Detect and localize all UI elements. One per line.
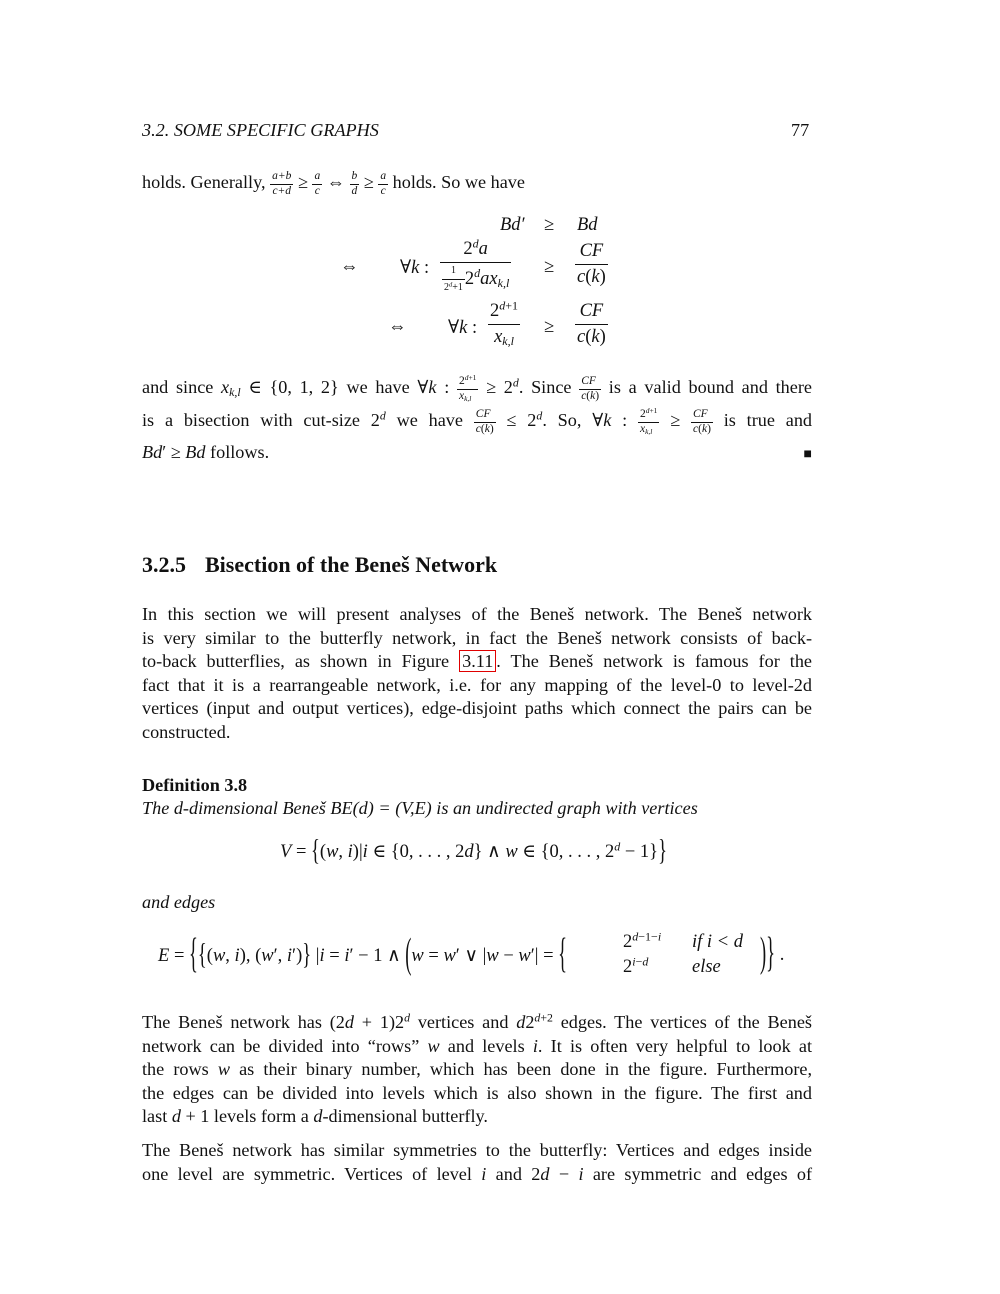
para2-line-2: network can be divided into “rows” w and levels i. It is often very helpful to look at (142, 1035, 812, 1056)
definition-heading: Definition 3.8 (142, 775, 248, 795)
proof-end-paragraph (142, 372, 813, 465)
iff-symbol-1: ⇔ (340, 257, 359, 277)
para2-line-5: last d + 1 levels form a d-dimensional butterfly. (142, 1106, 488, 1127)
case-else-condition: else (692, 957, 721, 977)
para2-line-4: the edges can be divided into levels which is also shown in the figure. The first and (142, 1082, 812, 1103)
intro-paragraph: In this section we will present analyses of the Beneš network. The Beneš network is very similar to the butterfly network, in fact the Beneš network consists of back- to-back butterflies, as shown in Figure 3.11 . The Beneš network is famous for the fact that it is a rearrangeable network, i.e. for any mapping of the level-0 to level-2d vertices (input and output vertices), edge-disjoint paths which connect the pairs can be constructed. (142, 604, 812, 742)
derivation-line3-fraction: $\frac{2^{d+1}}{x_{k,l}}$ (490, 298, 519, 348)
inequality-general: $\frac{a+b}{c+d}$ ≥ $\frac{a}{c}$ ⇔ $\frac{b}{d}$ ≥ $\frac{a}{c}$ (272, 170, 387, 197)
derivation-line1-geq: ≥ (544, 215, 555, 235)
vertex-set-formula: V = {(w, i)|i ∈ {0, . . . , 2d} ∧ w ∈ {0, . . . , $2^d - 1$}} (280, 835, 667, 868)
proof-intro-line (142, 171, 525, 197)
proof-intro-text-2: holds. So we have (388, 172, 525, 193)
forall-k-1: ∀k : (400, 258, 430, 278)
derivation-line2-geq: ≥ (544, 257, 555, 277)
proof-end-line-1: and since $x_{k,l}$ ∈ {0, 1, 2} we have ∀k : $\frac{2^{d+1}}{x_{k,l}}$ ≥ $2^d$. Since $\frac{CF}{c(k)}$ is a valid bound and there (142, 372, 812, 403)
running-header: 3.2. SOME SPECIFIC GRAPHS (142, 120, 379, 140)
proof-intro-text-1: holds. Generally, (142, 172, 271, 193)
definition-text: The d-dimensional Beneš BE(d) = (V,E) is an undirected graph with vertices (142, 798, 698, 818)
qed-symbol: ■ (803, 447, 812, 462)
forall-k-2: ∀k : (448, 318, 478, 338)
aligned-derivation (330, 212, 630, 360)
section-heading (142, 552, 497, 578)
section-title: Bisection of the Beneš Network (205, 552, 498, 577)
para3-line-1: The Beneš network has similar symmetries to the butterfly: Vertices and edges inside (142, 1140, 812, 1160)
case-if-condition: if i < d (692, 932, 744, 952)
symmetry-paragraph (142, 1139, 812, 1186)
and-edges-text: and edges (142, 892, 216, 912)
derivation-line2-rhs: $\frac{CF}{c(k)}$ (577, 241, 606, 287)
figure-3-11-link[interactable]: 3.11 (459, 650, 496, 672)
iff-symbol-2: ⇔ (388, 317, 407, 337)
para2-line-3: the rows w as their binary number, which has been done in the figure. Furthermore, (142, 1059, 812, 1080)
edge-set-formula: E = {{(w, i), (w′, i′)} |i = i′ − 1 ∧ (w = w′ ∨ |w − w′| = { $2^{d-1-i}$ if i < d $2^{i-d}$ else )} . (158, 929, 785, 979)
derivation-line1-lhs: Bd′ (500, 215, 525, 235)
section-number: 3.2.5 (142, 552, 186, 577)
derivation-line1-rhs: Bd (577, 215, 598, 235)
para3-line-2: one level are symmetric. Vertices of level i and 2d − i are symmetric and edges of (142, 1163, 813, 1184)
derivation-line2-fraction: 2$^d$a $\frac{1}{2^d+1}$ $2^dax_{k,l}$ (440, 240, 511, 293)
benes-properties-paragraph (142, 1011, 812, 1129)
derivation-line3-geq: ≥ (544, 317, 555, 337)
proof-end-line-2: is a bisection with cut-size 2$^d$ we have $\frac{CF}{c(k)}$ ≤ $2^d$. So, ∀k : $\frac{2^{d+1}}{x_{k,l}}$ ≥ $\frac{CF}{c(k)}$ is true and (142, 405, 813, 436)
proof-end-line-3: Bd′ ≥ Bd follows. ■ (142, 441, 812, 465)
derivation-line3-rhs: $\frac{CF}{c(k)}$ (577, 301, 606, 347)
page-number: 77 (791, 120, 810, 140)
para2-line-1: The Beneš network has $(2d + 1)2^d$ vertices and $d2^{d+2}$ edges. The vertices of the Beneš (142, 1010, 812, 1032)
